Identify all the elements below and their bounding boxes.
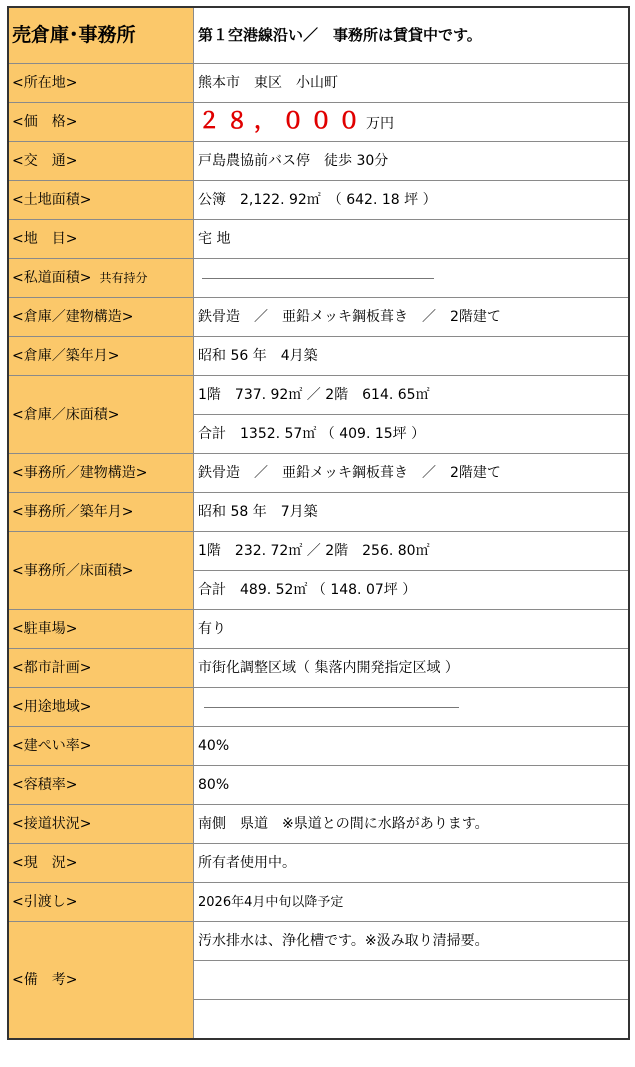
row-remarks-1 — [8, 922, 629, 961]
label-private-road — [8, 259, 194, 298]
row-building-coverage — [8, 727, 629, 766]
row-current-status — [8, 844, 629, 883]
row-warehouse-structure — [8, 298, 629, 337]
value-warehouse-structure: 鉄骨造 ／ 亜鉛メッキ鋼板葺き ／ 2階建て — [194, 298, 630, 337]
label-current-status: <現 況> — [8, 844, 194, 883]
row-location — [8, 64, 629, 103]
price-amount: ２８，０００ — [198, 109, 367, 134]
value-warehouse-floor-2: 合計 1352. 57㎡ （ 409. 15坪 ） — [194, 415, 630, 454]
property-title: 売倉庫･事務所 — [8, 7, 194, 64]
label-office-floor: <事務所／床面積> — [8, 532, 194, 610]
value-handover: 2026年4月中旬以降予定 — [194, 883, 630, 922]
header-row — [8, 7, 629, 64]
label-access: <交 通> — [8, 142, 194, 181]
empty-value-line — [202, 278, 434, 279]
row-zoning — [8, 688, 629, 727]
label-location: <所在地> — [8, 64, 194, 103]
value-remarks-1: 汚水排水は、浄化槽です。※汲み取り清掃要。 — [194, 922, 630, 961]
label-warehouse-floor: <倉庫／床面積> — [8, 376, 194, 454]
value-building-coverage: 40% — [194, 727, 630, 766]
value-floor-area-ratio: 80% — [194, 766, 630, 805]
value-private-road — [194, 259, 630, 298]
value-remarks-3 — [194, 1000, 630, 1039]
value-current-status: 所有者使用中。 — [194, 844, 630, 883]
row-land-area — [8, 181, 629, 220]
row-private-road — [8, 259, 629, 298]
value-city-plan: 市街化調整区域（ 集落内開発指定区域 ） — [194, 649, 630, 688]
row-office-built — [8, 493, 629, 532]
label-land-category: <地 目> — [8, 220, 194, 259]
label-office-built: <事務所／築年月> — [8, 493, 194, 532]
value-warehouse-built: 昭和 56 年 4月築 — [194, 337, 630, 376]
value-location: 熊本市 東区 小山町 — [194, 64, 630, 103]
value-warehouse-floor-1: 1階 737. 92㎡ ／ 2階 614. 65㎡ — [194, 376, 630, 415]
row-office-floor-1 — [8, 532, 629, 571]
label-office-structure: <事務所／建物構造> — [8, 454, 194, 493]
label-city-plan: <都市計画> — [8, 649, 194, 688]
private-road-note: 共有持分 — [99, 271, 148, 285]
property-table — [7, 6, 630, 1040]
value-office-floor-2: 合計 489. 52㎡ （ 148. 07坪 ） — [194, 571, 630, 610]
value-parking: 有り — [194, 610, 630, 649]
value-office-structure: 鉄骨造 ／ 亜鉛メッキ鋼板葺き ／ 2階建て — [194, 454, 630, 493]
row-price — [8, 103, 629, 142]
row-access — [8, 142, 629, 181]
value-office-built: 昭和 58 年 7月築 — [194, 493, 630, 532]
label-building-coverage: <建ぺい率> — [8, 727, 194, 766]
label-road-access: <接道状況> — [8, 805, 194, 844]
price-unit: 万円 — [366, 116, 395, 132]
row-parking — [8, 610, 629, 649]
value-road-access: 南側 県道 ※県道との間に水路があります。 — [194, 805, 630, 844]
label-land-area: <土地面積> — [8, 181, 194, 220]
label-price: <価 格> — [8, 103, 194, 142]
value-office-floor-1: 1階 232. 72㎡ ／ 2階 256. 80㎡ — [194, 532, 630, 571]
row-handover — [8, 883, 629, 922]
value-land-category: 宅 地 — [194, 220, 630, 259]
label-remarks: <備 考> — [8, 922, 194, 1039]
label-handover: <引渡し> — [8, 883, 194, 922]
row-land-category — [8, 220, 629, 259]
label-private-road-text: <私道面積> — [12, 270, 92, 286]
label-parking: <駐車場> — [8, 610, 194, 649]
label-warehouse-structure: <倉庫／建物構造> — [8, 298, 194, 337]
value-access: 戸島農協前バス停 徒歩 30分 — [194, 142, 630, 181]
label-floor-area-ratio: <容積率> — [8, 766, 194, 805]
label-warehouse-built: <倉庫／築年月> — [8, 337, 194, 376]
value-price — [194, 103, 630, 142]
row-office-structure — [8, 454, 629, 493]
row-road-access — [8, 805, 629, 844]
property-subtitle: 第１空港線沿い／ 事務所は賃貸中です。 — [194, 7, 630, 64]
row-floor-area-ratio — [8, 766, 629, 805]
empty-value-line — [204, 707, 459, 708]
label-zoning: <用途地域> — [8, 688, 194, 727]
value-zoning — [194, 688, 630, 727]
row-warehouse-built — [8, 337, 629, 376]
row-warehouse-floor-1 — [8, 376, 629, 415]
value-remarks-2 — [194, 961, 630, 1000]
value-land-area: 公簿 2,122. 92㎡ （ 642. 18 坪 ） — [194, 181, 630, 220]
row-city-plan — [8, 649, 629, 688]
